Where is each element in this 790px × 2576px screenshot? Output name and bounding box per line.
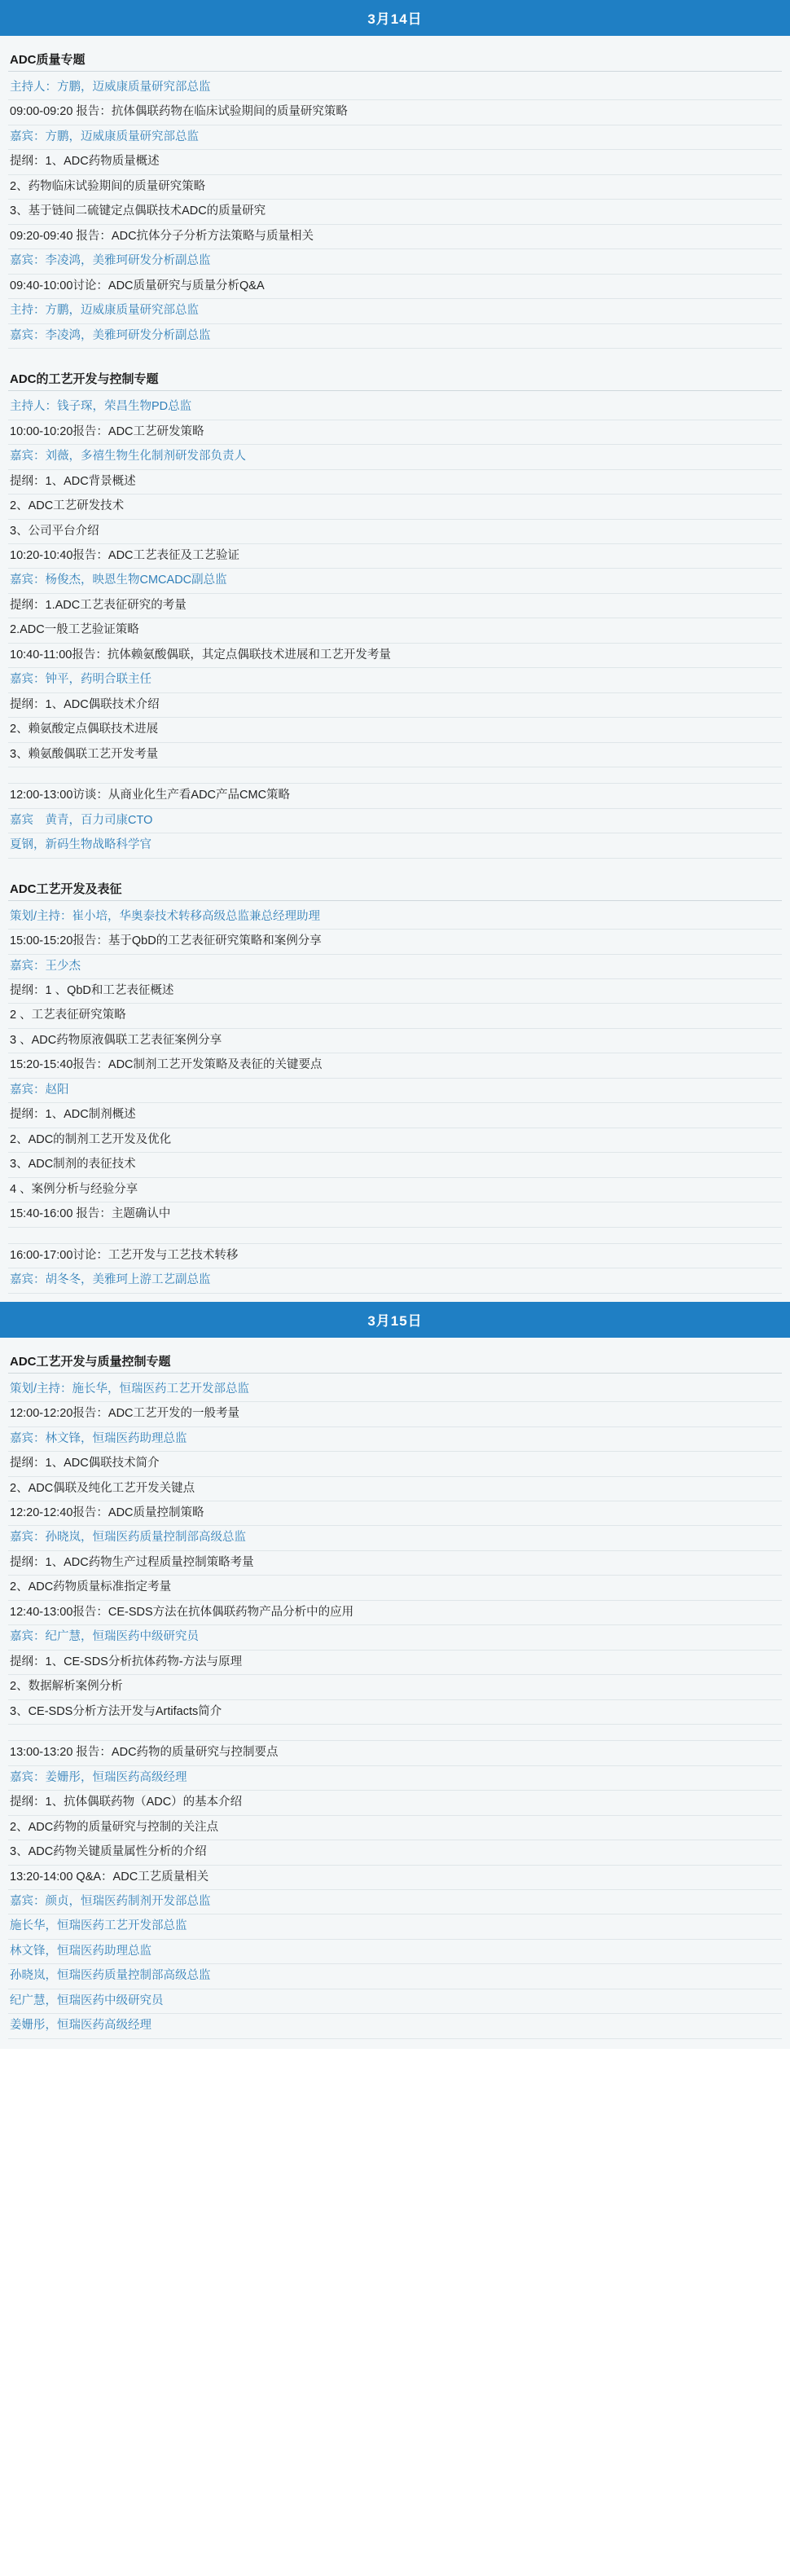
list-item: 提纲：1、ADC偶联技术介绍 <box>8 693 782 718</box>
list-item: 主持人：方鹏，迈威康质量研究部总监 <box>8 76 782 100</box>
list-item: 姜姗彤，恒瑞医药高级经理 <box>8 2014 782 2038</box>
list-item: 主持人：钱子琛，荣昌生物PD总监 <box>8 395 782 420</box>
list-item: 2、ADC偶联及纯化工艺开发关键点 <box>8 1477 782 1501</box>
agenda-section <box>8 363 782 858</box>
list-item: 嘉宾：方鹏，迈威康质量研究部总监 <box>8 125 782 150</box>
list-item: 2、ADC工艺研发技术 <box>8 495 782 519</box>
list-item: 孙晓岚，恒瑞医药质量控制部高级总监 <box>8 1964 782 1989</box>
day-content-2 <box>0 1338 790 2039</box>
list-item: 嘉宾：胡冬冬，美雅珂上游工艺副总监 <box>8 1268 782 1293</box>
list-item: 3、CE-SDS分析方法开发与Artifacts简介 <box>8 1700 782 1725</box>
list-item: 嘉宾：钟平，药明合联主任 <box>8 668 782 692</box>
list-item: 15:40-16:00 报告：主题确认中 <box>8 1202 782 1227</box>
list-item: 2 、工艺表征研究策略 <box>8 1004 782 1028</box>
list-item: 嘉宾：林文锋，恒瑞医药助理总监 <box>8 1427 782 1452</box>
list-item: 提纲：1、ADC药物质量概述 <box>8 150 782 174</box>
list-item: 13:20-14:00 Q&A：ADC工艺质量相关 <box>8 1866 782 1890</box>
list-item: 嘉宾：李凌鸿，美雅珂研发分析副总监 <box>8 324 782 349</box>
section-title: ADC质量专题 <box>8 44 782 72</box>
list-item: 09:20-09:40 报告：ADC抗体分子分析方法策略与质量相关 <box>8 225 782 249</box>
day-content-1 <box>0 36 790 1294</box>
list-item: 10:40-11:00报告：抗体赖氨酸偶联，其定点偶联技术进展和工艺开发考量 <box>8 644 782 668</box>
list-item: 纪广慧，恒瑞医药中级研究员 <box>8 1989 782 2014</box>
list-item: 提纲：1.ADC工艺表征研究的考量 <box>8 594 782 618</box>
agenda-section <box>8 1346 782 2039</box>
list-item: 嘉宾 黄青，百力司康CTO <box>8 809 782 833</box>
list-item-blank <box>8 767 782 784</box>
list-item-blank <box>8 1725 782 1741</box>
list-item: 12:00-13:00访谈：从商业化生产看ADC产品CMC策略 <box>8 784 782 808</box>
list-item: 夏钢，新码生物战略科学官 <box>8 833 782 858</box>
list-item: 主持：方鹏，迈威康质量研究部总监 <box>8 299 782 323</box>
list-item: 嘉宾：刘薇，多禧生物生化制剂研发部负责人 <box>8 445 782 469</box>
list-item: 施长华，恒瑞医药工艺开发部总监 <box>8 1914 782 1939</box>
list-item: 提纲：1、ADC偶联技术简介 <box>8 1452 782 1476</box>
list-item: 嘉宾：李凌鸿，美雅珂研发分析副总监 <box>8 249 782 274</box>
list-item: 嘉宾：杨俊杰，映恩生物CMCADC副总监 <box>8 569 782 593</box>
list-item: 12:40-13:00报告：CE-SDS方法在抗体偶联药物产品分析中的应用 <box>8 1601 782 1625</box>
section-title: ADC工艺开发与质量控制专题 <box>8 1346 782 1374</box>
agenda-section <box>8 44 782 349</box>
section-spacer <box>8 349 782 363</box>
section-title: ADC工艺开发及表征 <box>8 873 782 901</box>
list-item: 2、数据解析案例分析 <box>8 1675 782 1699</box>
list-item: 提纲：1、ADC药物生产过程质量控制策略考量 <box>8 1551 782 1576</box>
list-item: 嘉宾：王少杰 <box>8 955 782 979</box>
list-item: 2、赖氨酸定点偶联技术进展 <box>8 718 782 742</box>
list-item: 提纲：1、ADC制剂概述 <box>8 1103 782 1128</box>
list-item: 嘉宾：赵阳 <box>8 1079 782 1103</box>
list-item: 3、赖氨酸偶联工艺开发考量 <box>8 743 782 767</box>
section-spacer <box>8 859 782 873</box>
list-item: 嘉宾：孙晓岚，恒瑞医药质量控制部高级总监 <box>8 1526 782 1550</box>
section-title: ADC的工艺开发与控制专题 <box>8 363 782 391</box>
list-item: 嘉宾：纪广慧，恒瑞医药中级研究员 <box>8 1625 782 1650</box>
list-item: 3、ADC药物关键质量属性分析的介绍 <box>8 1840 782 1865</box>
list-item: 3、公司平台介绍 <box>8 520 782 544</box>
list-item: 15:20-15:40报告：ADC制剂工艺开发策略及表征的关键要点 <box>8 1053 782 1078</box>
list-item: 嘉宾：颜贞，恒瑞医药制剂开发部总监 <box>8 1890 782 1914</box>
list-item: 2.ADC一般工艺验证策略 <box>8 618 782 643</box>
list-item: 2、ADC的制剂工艺开发及优化 <box>8 1128 782 1153</box>
list-item: 林文锋，恒瑞医药助理总监 <box>8 1940 782 1964</box>
list-item: 09:40-10:00讨论：ADC质量研究与质量分析Q&A <box>8 275 782 299</box>
list-item: 2、ADC药物的质量研究与控制的关注点 <box>8 1816 782 1840</box>
list-item: 策划/主持：施长华，恒瑞医药工艺开发部总监 <box>8 1378 782 1402</box>
list-item-blank <box>8 1228 782 1244</box>
list-item: 嘉宾：姜姗彤，恒瑞医药高级经理 <box>8 1766 782 1791</box>
list-item: 12:20-12:40报告：ADC质量控制策略 <box>8 1501 782 1526</box>
list-item: 09:00-09:20 报告：抗体偶联药物在临床试验期间的质量研究策略 <box>8 100 782 125</box>
list-item: 4 、案例分析与经验分享 <box>8 1178 782 1202</box>
list-item: 15:00-15:20报告：基于QbD的工艺表征研究策略和案例分享 <box>8 930 782 954</box>
list-item: 提纲：1、CE-SDS分析抗体药物-方法与原理 <box>8 1651 782 1675</box>
list-item: 提纲：1、ADC背景概述 <box>8 470 782 495</box>
list-item: 3、ADC制剂的表征技术 <box>8 1153 782 1177</box>
list-item: 16:00-17:00讨论：工艺开发与工艺技术转移 <box>8 1244 782 1268</box>
agenda-section <box>8 873 782 1294</box>
list-item: 12:00-12:20报告：ADC工艺开发的一般考量 <box>8 1402 782 1426</box>
day-header-bar-2: 3月15日 <box>0 1302 790 1338</box>
list-item: 10:20-10:40报告：ADC工艺表征及工艺验证 <box>8 544 782 569</box>
day-header-bar-1: 3月14日 <box>0 0 790 36</box>
list-item: 10:00-10:20报告：ADC工艺研发策略 <box>8 420 782 445</box>
list-item: 3、基于链间二硫键定点偶联技术ADC的质量研究 <box>8 200 782 224</box>
list-item: 13:00-13:20 报告：ADC药物的质量研究与控制要点 <box>8 1741 782 1765</box>
list-item: 3 、ADC药物原液偶联工艺表征案例分享 <box>8 1029 782 1053</box>
list-item: 2、药物临床试验期间的质量研究策略 <box>8 175 782 200</box>
list-item: 提纲：1 、QbD和工艺表征概述 <box>8 979 782 1004</box>
list-item: 2、ADC药物质量标准指定考量 <box>8 1576 782 1600</box>
list-item: 提纲：1、抗体偶联药物（ADC）的基本介绍 <box>8 1791 782 1815</box>
list-item: 策划/主持：崔小培，华奥泰技术转移高级总监兼总经理助理 <box>8 905 782 930</box>
